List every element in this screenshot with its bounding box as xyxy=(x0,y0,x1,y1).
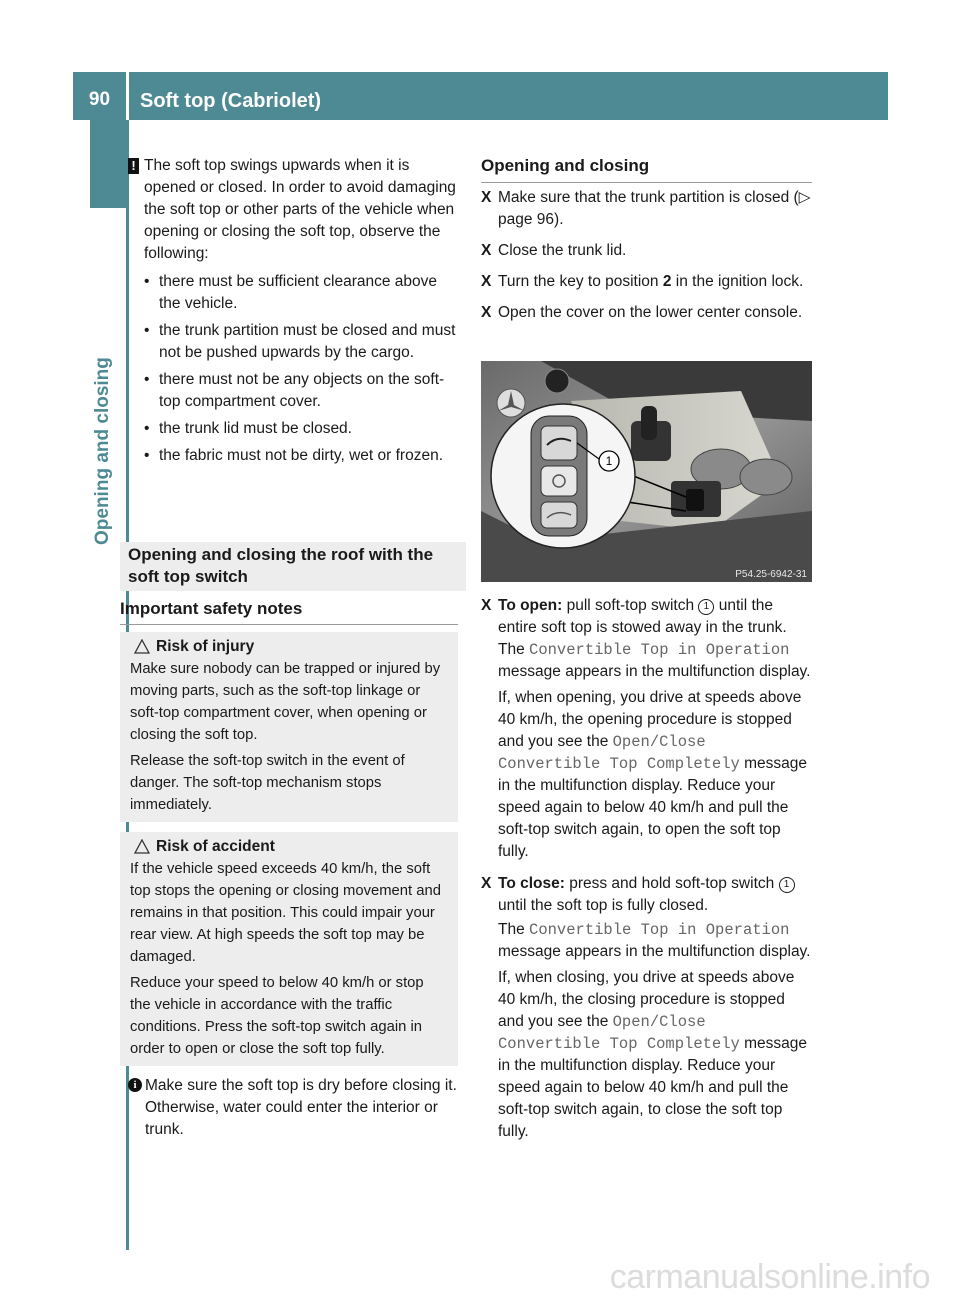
page-title: Soft top (Cabriolet) xyxy=(140,90,322,112)
list-item: • there must not be any objects on the soft-top compartment cover. xyxy=(144,371,445,410)
callout-1-icon: 1 xyxy=(698,599,714,615)
info-text: Make sure the soft top is dry before closing it. Otherwise, water could enter the interior or trunk. xyxy=(145,1077,457,1138)
warning-text: Reduce your speed to below 40 km/h or stop the vehicle in accordance with the traffic conditions. Press the soft-top switch again in order to open or close the soft top fully. xyxy=(130,975,424,1057)
warning-title: Risk of accident xyxy=(156,838,275,855)
warning-text: Make sure nobody can be trapped or injured by moving parts, such as the soft-top linkage or soft-top compartment cover, when opening or closing the soft top. xyxy=(130,661,441,743)
steps-top xyxy=(481,187,814,324)
page-number: 90 xyxy=(88,89,111,110)
list-item: • the trunk lid must be closed. xyxy=(144,420,352,437)
warning-accident xyxy=(120,832,458,1066)
sub-heading: Important safety notes xyxy=(120,598,458,625)
notice-text: The soft top swings upwards when it is opened or closed. In order to avoid damaging the soft top or other parts of the vehicle when opening or closing the soft top, observe the following: xyxy=(144,157,456,262)
step-item: X Turn the key to position 2 in the ignition lock. xyxy=(481,273,804,290)
step-close: X To close: press and hold soft-top switch 1 until the soft top is fully closed. The Convertible Top in Operation message appears in the multifunction display. If, when closing, you drive at speeds above 40 km/h, the closing procedure is stopped and you see the Open/Close Convertible Top Completely message in the multifunction display. Reduce your speed again to below 40 km/h and pull the soft-top switch again, to close the soft top fully. xyxy=(481,875,811,1140)
warning-text: If the vehicle speed exceeds 40 km/h, the soft top stops the opening or closing movement and remains in that position. This could impair your rear view. At high speeds the soft top may be damaged. xyxy=(130,861,441,965)
warning-title: Risk of injury xyxy=(156,638,255,655)
left-column xyxy=(128,155,460,467)
list-item: • there must be sufficient clearance above the vehicle. xyxy=(144,273,438,312)
open-close-steps xyxy=(481,595,814,1143)
section-side-label: Opening and closing xyxy=(92,357,113,545)
console-illustration xyxy=(481,361,812,582)
callout-number: 1 xyxy=(605,454,613,468)
image-code: P54.25-6942-31 xyxy=(735,569,807,580)
notice-icon: ! xyxy=(128,158,139,174)
warning-triangle-icon xyxy=(134,839,150,854)
info-note xyxy=(128,1075,460,1141)
list-item: • the trunk partition must be closed and must not be pushed upwards by the cargo. xyxy=(144,322,456,361)
console-photo xyxy=(481,361,812,582)
notice-bullets xyxy=(144,271,460,467)
right-heading: Opening and closing xyxy=(481,155,812,183)
step-item: X Make sure that the trunk partition is closed (▷ page 96). xyxy=(481,189,811,228)
section-heading: Opening and closing the roof with the soft top switch xyxy=(120,542,466,591)
info-icon: i xyxy=(128,1078,142,1092)
callout-1-icon: 1 xyxy=(779,877,795,893)
warning-triangle-icon xyxy=(134,639,150,654)
list-item: • the fabric must not be dirty, wet or frozen. xyxy=(144,447,444,464)
notice-block xyxy=(128,155,460,467)
warning-injury xyxy=(120,632,458,822)
step-open: X To open: pull soft-top switch 1 until the entire soft top is stowed away in the trunk. The Convertible Top in Operation message appears in the multifunction display. If, when opening, you drive at speeds above 40 km/h, the opening procedure is stopped and you see the Open/Close Convertible Top Completely message in the multifunction display. Reduce your speed again to below 40 km/h and pull the soft-top switch again, to open the soft top fully. xyxy=(481,597,811,860)
watermark: carmanualsonline.info xyxy=(609,1258,930,1296)
side-tab-block xyxy=(90,120,126,208)
header-separator xyxy=(126,72,129,120)
step-item: X Open the cover on the lower center console. xyxy=(481,304,803,321)
step-item: X Close the trunk lid. xyxy=(481,242,627,259)
warning-text: Release the soft-top switch in the event of danger. The soft-top mechanism stops immediately. xyxy=(130,753,405,813)
